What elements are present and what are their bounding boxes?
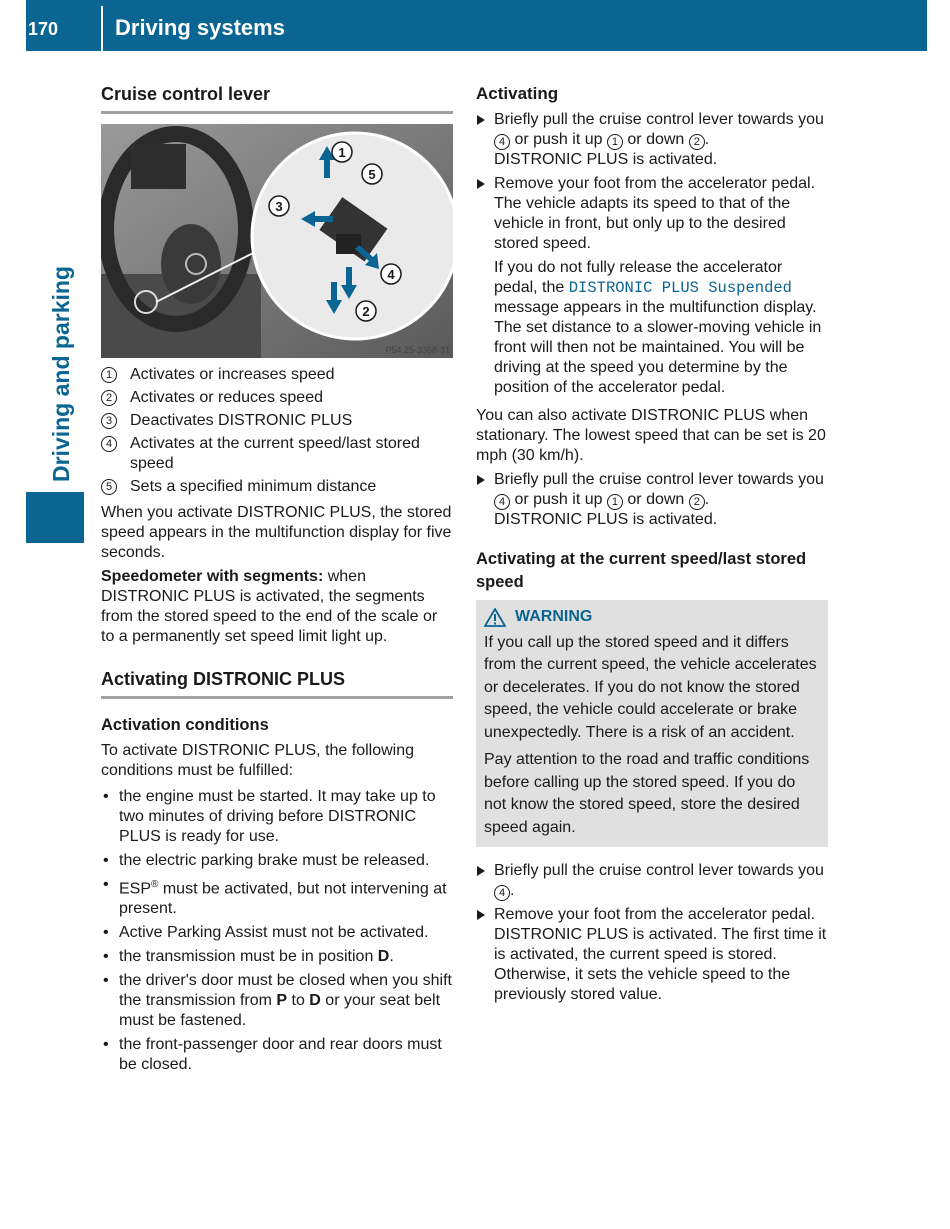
warning-triangle-icon [484, 608, 506, 627]
display-message: DISTRONIC PLUS Suspended [568, 279, 792, 297]
warning-box [476, 600, 828, 847]
warning-advice: Pay attention to the road and traffic conditions before calling up the stored speed. If you do not know the stored speed, store the desired speed again. [484, 751, 810, 836]
legend-item: 4 Activates at the current speed/last stored speed [101, 434, 453, 474]
warning-title: WARNING [484, 606, 820, 629]
stationary-paragraph: You can also activate DISTRONIC PLUS when stationary. The lowest speed that can be set is 20 mph (30 km/h). [476, 407, 826, 464]
list-item: • the transmission must be in position D. [101, 947, 453, 967]
side-tab-marker [26, 492, 84, 543]
step-arrow-icon [477, 115, 485, 125]
cruise-control-figure [101, 124, 453, 358]
list-item: • Active Parking Assist must not be activated. [101, 923, 453, 943]
heading-activating-distronic: Activating DISTRONIC PLUS [101, 669, 453, 699]
heading-activating: Activating [476, 84, 559, 103]
header-divider [101, 6, 103, 51]
side-tab-label: Driving and parking [48, 266, 74, 482]
step-arrow-icon [477, 866, 485, 876]
figure-legend [101, 365, 453, 497]
legend-item: 2 Activates or reduces speed [101, 388, 453, 408]
left-column [101, 84, 453, 1079]
callout-3: 3 [275, 199, 283, 214]
heading-current-speed: Activating at the current speed/last stored speed [476, 550, 807, 591]
callout-1: 1 [338, 145, 346, 160]
figure-code: P54.25-3368-31 [385, 345, 450, 355]
list-item: • the driver's door must be closed when you shift the transmission from P to D or your seat belt must be fastened. [101, 971, 453, 1031]
steering-wheel-illustration [101, 124, 453, 358]
step-pull-lever-2: Briefly pull the cruise control lever towards you 4 or push it up 1 or down 2 . DISTRONIC PLUS is activated. [476, 470, 828, 530]
callout-2: 2 [362, 304, 370, 319]
list-item: • the engine must be started. It may take up to two minutes of driving before DISTRONIC PLUS is ready for use. [101, 787, 453, 847]
step-arrow-icon [477, 179, 485, 189]
warning-text: If you call up the stored speed and it differs from the current speed, the vehicle accelerates or decelerates. If you do not know the stored speed, the vehicle could accelerate or brake unexpectedly. There is a risk of an accident. [484, 633, 817, 741]
legend-item: 3 Deactivates DISTRONIC PLUS [101, 411, 453, 431]
callout-5: 5 [368, 167, 376, 182]
stored-speed-paragraph: When you activate DISTRONIC PLUS, the stored speed appears in the multifunction display for five seconds. [101, 504, 452, 561]
section-title: Driving systems [115, 15, 285, 40]
legend-item: 5 Sets a specified minimum distance [101, 477, 453, 497]
step-remove-foot-2: Remove your foot from the accelerator pedal. DISTRONIC PLUS is activated. The first time it is activated, the current speed is stored. Otherwise, it sets the vehicle speed to the previously stored value. [476, 905, 828, 1005]
callout-4: 4 [387, 267, 395, 282]
step-arrow-icon [477, 475, 485, 485]
conditions-intro: To activate DISTRONIC PLUS, the following conditions must be fulfilled: [101, 742, 415, 779]
accelerator-note: If you do not fully release the accelerator pedal, the DISTRONIC PLUS Suspended message appears in the multifunction display. The set distance to a slower-moving vehicle in front will then not be maintained. You will be driving at the speed you determine by the position of the accelerator pedal. [494, 259, 822, 396]
list-item: • the front-passenger door and rear doors must be closed. [101, 1035, 453, 1075]
heading-activation-conditions: Activation conditions [101, 716, 269, 734]
conditions-list [101, 787, 453, 1075]
list-item: • ESP® must be activated, but not intervening at present. [101, 875, 453, 919]
list-item: • the electric parking brake must be released. [101, 851, 453, 871]
step-arrow-icon [477, 910, 485, 920]
step-remove-foot: Remove your foot from the accelerator pedal. The vehicle adapts its speed to that of the vehicle in front, but only up to the desired stored speed. [476, 174, 828, 254]
page-number: 170 [28, 19, 59, 39]
heading-cruise-control-lever: Cruise control lever [101, 84, 453, 114]
legend-item: 1 Activates or increases speed [101, 365, 453, 385]
speedometer-paragraph: Speedometer with segments: when DISTRONIC PLUS is activated, the segments from the stored speed to the end of the scale or to a permanently set speed limit light up. [101, 568, 438, 645]
step-pull-lever: Briefly pull the cruise control lever towards you 4 or push it up 1 or down 2 . DISTRONIC PLUS is activated. [476, 110, 828, 170]
right-column [476, 84, 828, 1009]
step-pull-lever-3: Briefly pull the cruise control lever towards you 4 . [476, 861, 828, 901]
